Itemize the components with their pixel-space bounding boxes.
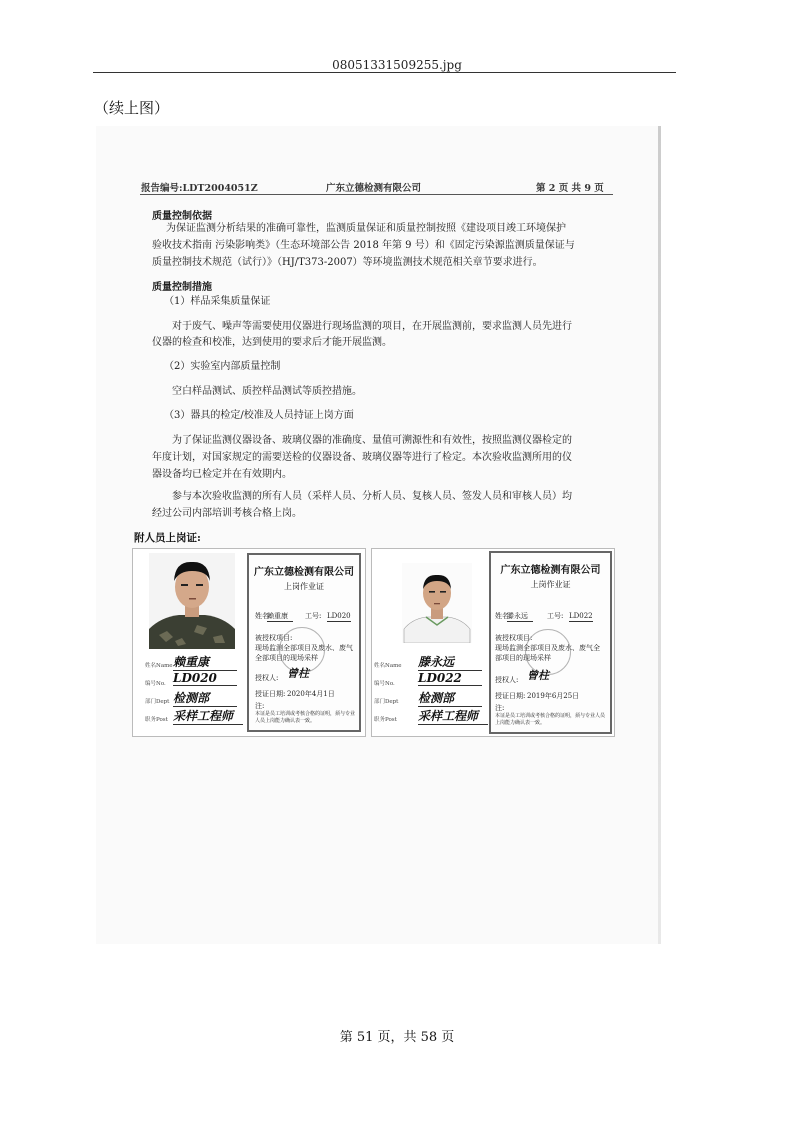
certificate-panel	[489, 551, 612, 734]
cert-scope-value: 现场监测全部项目及废水、废气全部项目的现场采样	[255, 644, 353, 662]
company-seal-stamp	[525, 629, 571, 675]
report-company: 广东立德检测有限公司	[326, 183, 422, 194]
measure-2-line: 空白样品测试、质控样品测试等质控措施。	[172, 386, 362, 397]
cert-type: 上岗作业证	[284, 582, 324, 591]
cert-name-label: 姓名:	[255, 612, 272, 620]
cert-name-label: 姓名:	[495, 612, 512, 620]
scan-edge	[658, 126, 661, 944]
cert-authorizer-label: 授权人:	[495, 676, 519, 684]
measure-2-title: （2）实验室内部质量控制	[164, 361, 281, 372]
measure-1-line-2: 仪器的检查和校准，达到使用的要求后才能开展监测。	[152, 337, 392, 348]
work-permit-card-1	[132, 548, 366, 737]
cert-type: 上岗作业证	[530, 580, 571, 589]
attachment-title: 附人员上岗证:	[134, 532, 201, 544]
person-photo-icon	[149, 553, 235, 649]
measure-3-line-2: 年度计划，对国家规定的需要送检的仪器设备、玻璃仪器等进行了检定。本次验收监测所用的仪	[152, 452, 572, 463]
measures-title: 质量控制措施	[152, 282, 212, 293]
measure-1-line-1: 对于废气、噪声等需要使用仪器进行现场监测的项目，在开展监测前，要求监测人员先进行	[172, 321, 572, 332]
cert-note: 本证是员工培训或考核合格的证明，须与专业人员上岗能力确认表一致。	[255, 711, 356, 724]
cert-id-value: LD020	[327, 612, 351, 620]
left-dept-value: 检测部	[173, 689, 237, 707]
left-no-label: 编号No.	[374, 681, 395, 687]
cert-note: 本证是员工培训或考核合格的证明，须与专业人员上岗能力确认表一致。	[495, 713, 606, 726]
left-post-value: 采样工程师	[418, 707, 488, 725]
staff-photo	[402, 563, 472, 643]
person-photo-icon	[402, 563, 472, 643]
cert-date-value: 2019年6月25日	[527, 692, 580, 700]
cert-company: 广东立德检测有限公司	[254, 567, 354, 578]
left-name-label: 姓名Name	[374, 663, 402, 669]
cert-authorizer-label: 授权人:	[255, 674, 279, 682]
measure-3-title: （3）器具的检定/校准及人员持证上岗方面	[164, 410, 354, 421]
measure-3-line-3: 器设备均已检定并在有效期内。	[152, 469, 292, 480]
header-rule	[93, 72, 676, 73]
left-name-value: 滕永远	[418, 653, 482, 671]
cert-company: 广东立德检测有限公司	[500, 565, 601, 576]
measure-1-title: （1）样品采集质量保证	[164, 296, 271, 307]
left-dept-value: 检测部	[418, 689, 482, 707]
cert-date-label: 授证日期:	[495, 692, 526, 700]
cert-note-label: 注:	[255, 702, 265, 710]
staff-photo	[149, 553, 235, 649]
left-post-label: 职务Post	[374, 717, 397, 723]
file-name: 08051331509255.jpg	[332, 58, 462, 72]
basis-line-1: 为保证监测分析结果的准确可靠性，监测质量保证和质量控制按照《建设项目竣工环境保护	[166, 223, 566, 234]
cert-date-label: 授证日期:	[255, 690, 286, 698]
cert-authorizer-signature: 曾柱	[287, 667, 309, 680]
report-page-number: 第 2 页 共 9 页	[536, 183, 604, 194]
report-header-rule	[140, 194, 613, 195]
left-post-label: 职务Post	[145, 717, 168, 723]
cert-name-value: 赖重康	[267, 611, 293, 622]
continuation-label: （续上图）	[94, 99, 170, 117]
left-post-value: 采样工程师	[173, 707, 243, 725]
company-seal-stamp	[279, 627, 325, 673]
measure-3-line-1: 为了保证监测仪器设备、玻璃仪器的准确度、量值可溯源性和有效性，按照监测仪器检定的	[172, 435, 572, 446]
measure-4-line-1: 参与本次验收监测的所有人员（采样人员、分析人员、复核人员、签发人员和审核人员）均	[172, 491, 572, 502]
left-no-value: LD020	[173, 671, 237, 686]
certificate-panel	[247, 553, 361, 732]
cert-note-label: 注:	[495, 704, 505, 712]
report-number: 报告编号:LDT2004051Z	[141, 183, 258, 194]
cert-name-value: 滕永远	[507, 611, 533, 622]
left-dept-label: 部门Dept	[145, 699, 170, 705]
left-no-value: LD022	[418, 671, 482, 686]
cert-date-value: 2020年4月1日	[287, 690, 335, 698]
page-footer: 第 51 页，共 58 页	[339, 1030, 455, 1045]
basis-line-3: 质量控制技术规范（试行）》（HJ/T373-2007）等环境监测技术规范相关章节要求进行。	[152, 257, 543, 268]
basis-line-2: 验收技术指南 污染影响类》（生态环境部公告 2018 年第 9 号）和《固定污染源监测质量保证与	[152, 240, 575, 251]
cert-scope-label: 被授权项目:	[495, 634, 533, 642]
left-name-value: 赖重康	[173, 653, 237, 671]
cert-authorizer-signature: 曾柱	[527, 669, 549, 682]
work-permit-card-2	[371, 548, 615, 737]
left-no-label: 编号No.	[145, 681, 166, 687]
left-name-label: 姓名Name	[145, 663, 173, 669]
cert-scope-value: 现场监测全部项目及废水、废气全部项目的现场采样	[495, 644, 600, 662]
cert-scope-label: 被授权项目:	[255, 634, 293, 642]
measure-4-line-2: 经过公司内部培训考核合格上岗。	[152, 508, 302, 519]
left-dept-label: 部门Dept	[374, 699, 399, 705]
cert-id-label: 工号:	[305, 612, 322, 620]
basis-title: 质量控制依据	[152, 211, 212, 222]
cert-id-label: 工号:	[547, 612, 564, 620]
cert-id-value: LD022	[569, 612, 593, 620]
